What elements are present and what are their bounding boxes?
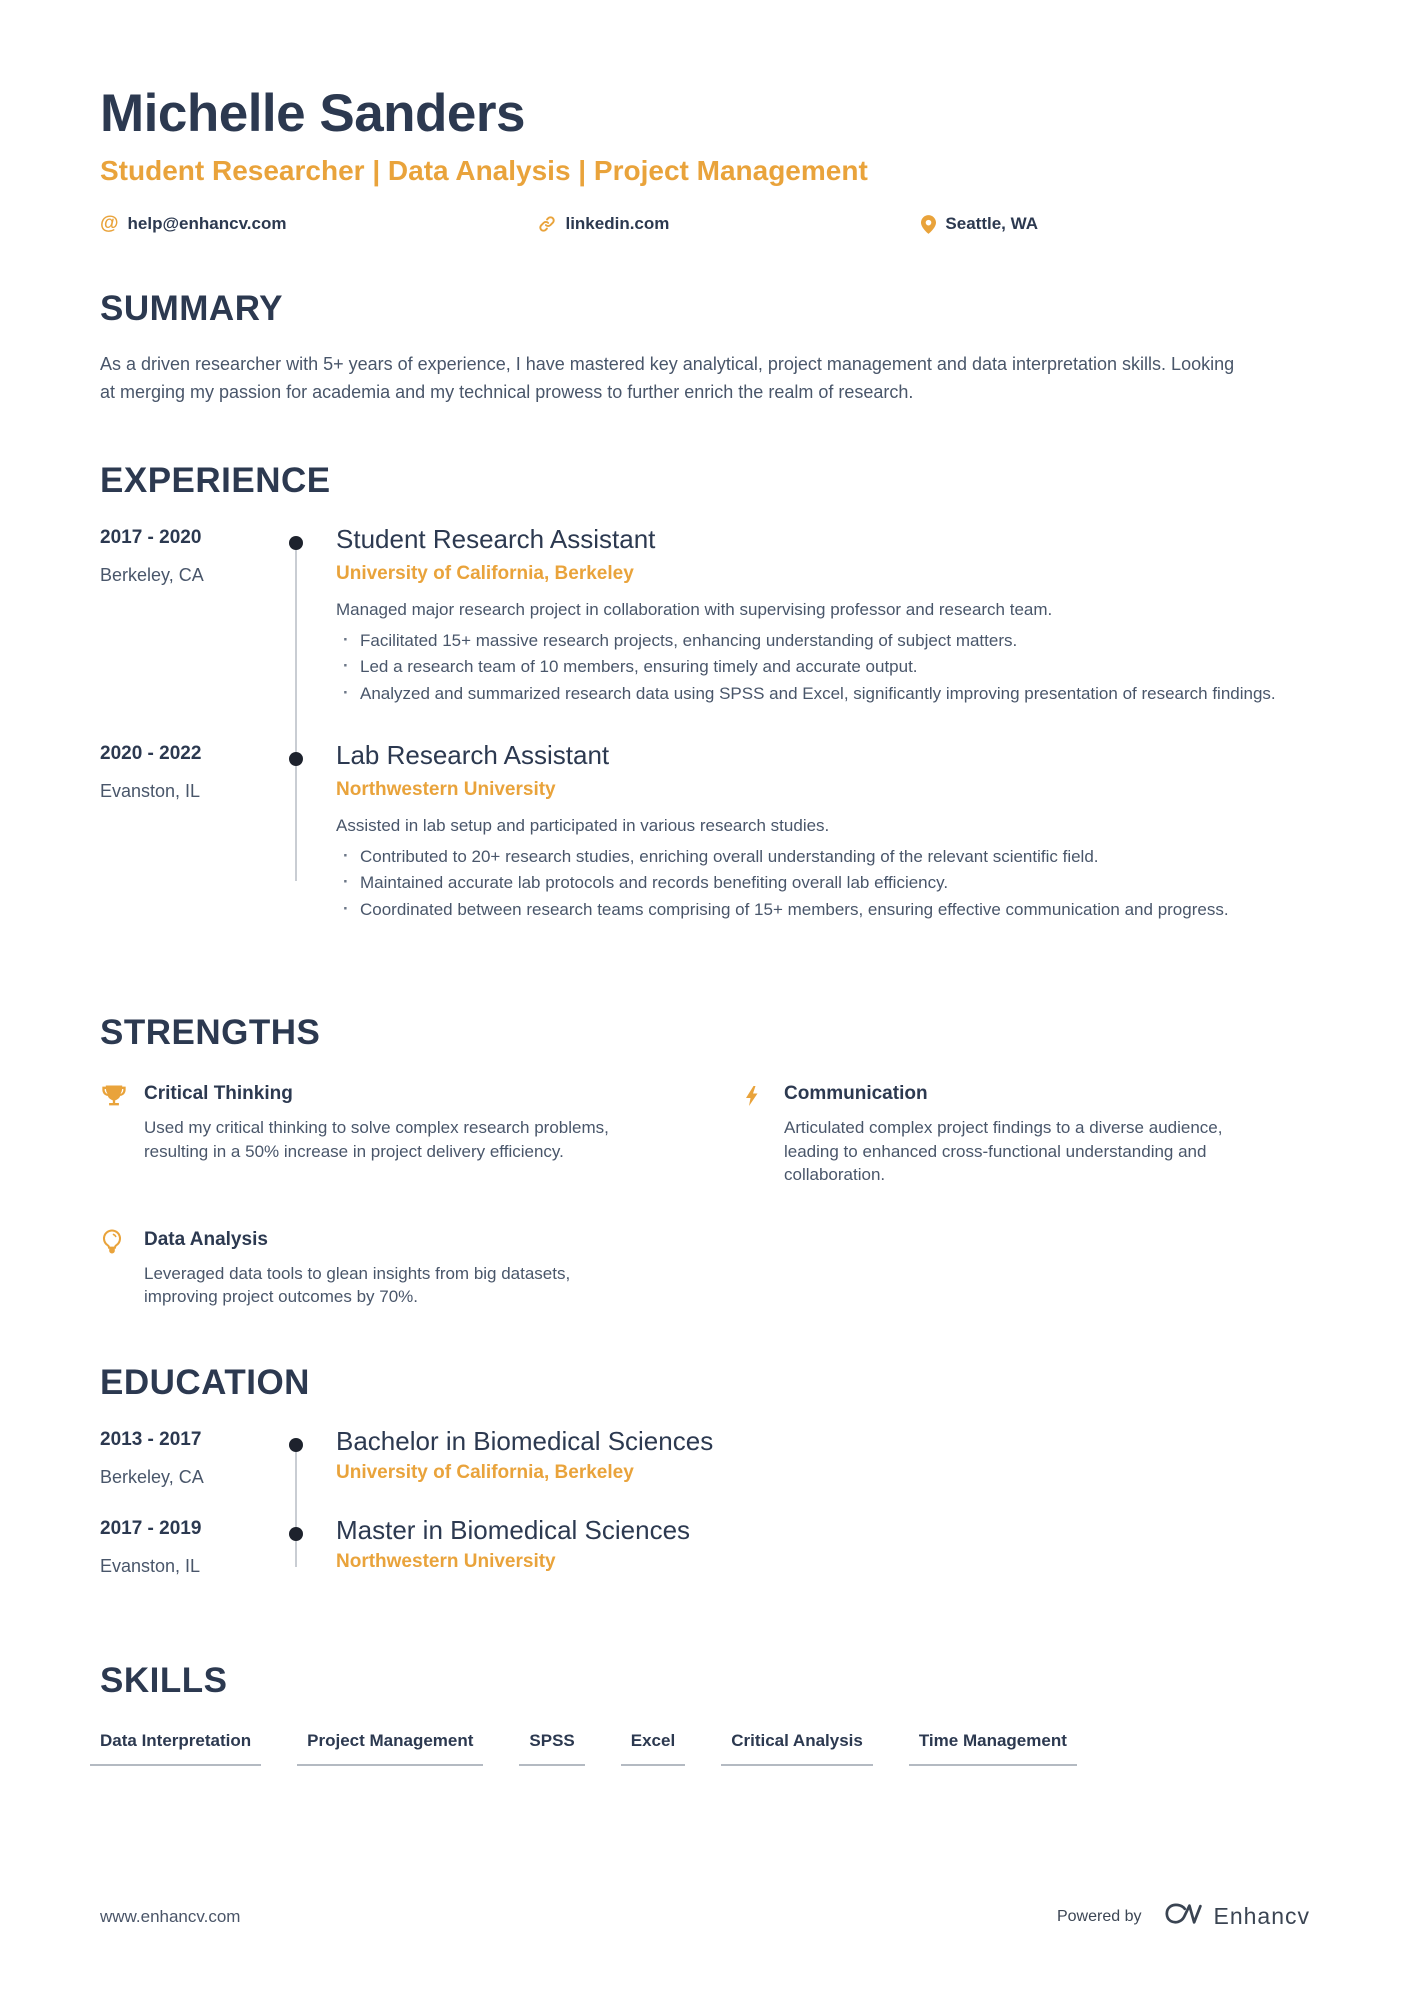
footer (100, 1840, 1310, 1933)
entry-location: Berkeley, CA (100, 565, 204, 586)
entry-dates: 2013 - 2017 (100, 1428, 202, 1450)
skills-heading: SKILLS (100, 1660, 228, 1700)
enhancv-brand-name: Enhancv (1213, 1903, 1310, 1929)
strength-title: Data Analysis (144, 1228, 268, 1250)
strength-text: Leveraged data tools to glean insights from big datasets, improving project outcomes by 70%. (144, 1263, 571, 1307)
footer-url[interactable]: www.enhancv.com (100, 1906, 241, 1926)
entry-meta (100, 1429, 336, 1488)
candidate-job-title: Student Researcher | Data Analysis | Project Management (100, 155, 868, 187)
timeline-dot (289, 536, 303, 550)
experience-entry (100, 524, 1310, 743)
skill-tag: Critical Analysis (721, 1731, 873, 1766)
trophy-icon (100, 1081, 144, 1186)
bullet-item: · Led a research team of 10 members, ensuring timely and accurate output. (336, 656, 1310, 678)
contact-email-text: help@enhancv.com (127, 214, 287, 234)
entry-dates: 2017 - 2020 (100, 527, 202, 549)
entry-location: Evanston, IL (100, 781, 201, 802)
skills-row (90, 1731, 1310, 1766)
strength-title: Critical Thinking (144, 1083, 293, 1105)
timeline-dot (289, 1527, 303, 1541)
entry-meta (100, 743, 336, 921)
experience-entries (100, 524, 1310, 959)
skills-section (100, 1661, 1310, 1766)
contact-location (921, 213, 1038, 235)
education-entry (100, 1514, 1310, 1607)
timeline-dot (289, 752, 303, 766)
skill-tag: Excel (621, 1731, 685, 1766)
strengths-grid (100, 1081, 1310, 1308)
location-icon (921, 215, 936, 234)
skill-tag: Project Management (297, 1731, 483, 1766)
education-entry (100, 1425, 1310, 1518)
timeline-dot (289, 1438, 303, 1452)
enhancv-brand-link[interactable] (1155, 1900, 1310, 1933)
entry-school: University of California, Berkeley (336, 1461, 634, 1483)
entry-job-title: Student Research Assistant (336, 524, 656, 555)
entry-body (336, 1425, 1310, 1488)
entry-degree: Master in Biomedical Sciences (336, 1514, 691, 1545)
entry-company: University of California, Berkeley (336, 562, 634, 584)
strengths-section (100, 1013, 1310, 1308)
entry-degree: Bachelor in Biomedical Sciences (336, 1425, 714, 1456)
bullet-item: · Maintained accurate lab protocols and records benefiting overall lab efficiency. (336, 872, 1310, 894)
strength-body (144, 1081, 670, 1186)
strengths-heading: STRENGTHS (100, 1013, 321, 1053)
strength-text: Used my critical thinking to solve complex research problems, resulting in a 50% increase in project delivery efficiency. (144, 1118, 609, 1161)
lightbulb-icon (100, 1227, 144, 1309)
powered-by-block (1057, 1900, 1310, 1933)
summary-heading: SUMMARY (100, 289, 284, 329)
strength-item (100, 1227, 670, 1309)
bullet-item: · Contributed to 20+ research studies, enriching overall understanding of the relevant scientific field. (336, 846, 1310, 868)
skill-tag: SPSS (519, 1731, 584, 1766)
entry-description: Managed major research project in collaboration with supervising professor and research team. (336, 599, 1053, 619)
experience-entry (100, 740, 1310, 959)
contact-linkedin[interactable] (538, 213, 669, 235)
strength-body (784, 1081, 1310, 1186)
entry-school: Northwestern University (336, 1550, 556, 1572)
experience-heading: EXPERIENCE (100, 461, 331, 501)
header (100, 85, 1310, 235)
entry-dates: 2020 - 2022 (100, 743, 202, 765)
enhancv-logo-icon (1155, 1900, 1203, 1933)
entry-job-title: Lab Research Assistant (336, 740, 610, 771)
education-entries (100, 1425, 1310, 1607)
entry-location: Berkeley, CA (100, 1466, 204, 1487)
entry-bullet-list (336, 630, 1310, 705)
entry-body (336, 524, 1310, 705)
bullet-item: · Analyzed and summarized research data using SPSS and Excel, significantly improving presentation of research findings. (336, 683, 1310, 705)
entry-location: Evanston, IL (100, 1555, 201, 1576)
bullet-item: · Facilitated 15+ massive research projects, enhancing understanding of subject matters. (336, 630, 1310, 652)
entry-company: Northwestern University (336, 779, 556, 801)
entry-body (336, 740, 1310, 921)
summary-section (100, 289, 1310, 407)
link-icon (538, 215, 556, 233)
bullet-item: · Coordinated between research teams comprising of 15+ members, ensuring effective communication and progress. (336, 899, 1310, 921)
education-section (100, 1363, 1310, 1607)
candidate-name: Michelle Sanders (100, 84, 526, 143)
contact-email[interactable] (100, 213, 286, 235)
entry-body (336, 1514, 1310, 1577)
entry-bullet-list (336, 846, 1310, 921)
contact-row (100, 213, 1038, 235)
summary-text: As a driven researcher with 5+ years of experience, I have mastered key analytical, project management and data interpretation skills. Looking at merging my passion for academia and my technical prowess to further enrich the realm of research. (100, 354, 1235, 403)
contact-location-text: Seattle, WA (945, 214, 1038, 234)
strength-item (740, 1081, 1310, 1186)
entry-meta (100, 527, 336, 705)
entry-meta (100, 1518, 336, 1577)
skill-tag: Time Management (909, 1731, 1077, 1766)
lightning-icon (740, 1081, 784, 1186)
education-heading: EDUCATION (100, 1362, 310, 1402)
entry-description: Assisted in lab setup and participated in various research studies. (336, 816, 830, 836)
experience-section (100, 461, 1310, 959)
contact-linkedin-text: linkedin.com (565, 214, 670, 234)
strength-title: Communication (784, 1083, 928, 1105)
strength-text: Articulated complex project findings to a diverse audience, leading to enhanced cross-functional understanding and collaboration. (784, 1118, 1223, 1185)
entry-dates: 2017 - 2019 (100, 1517, 202, 1539)
strength-item (100, 1081, 670, 1186)
strength-body (144, 1227, 670, 1309)
powered-by-label: Powered by (1056, 1907, 1142, 1925)
at-icon: @ (100, 213, 119, 235)
skill-tag: Data Interpretation (90, 1731, 261, 1766)
